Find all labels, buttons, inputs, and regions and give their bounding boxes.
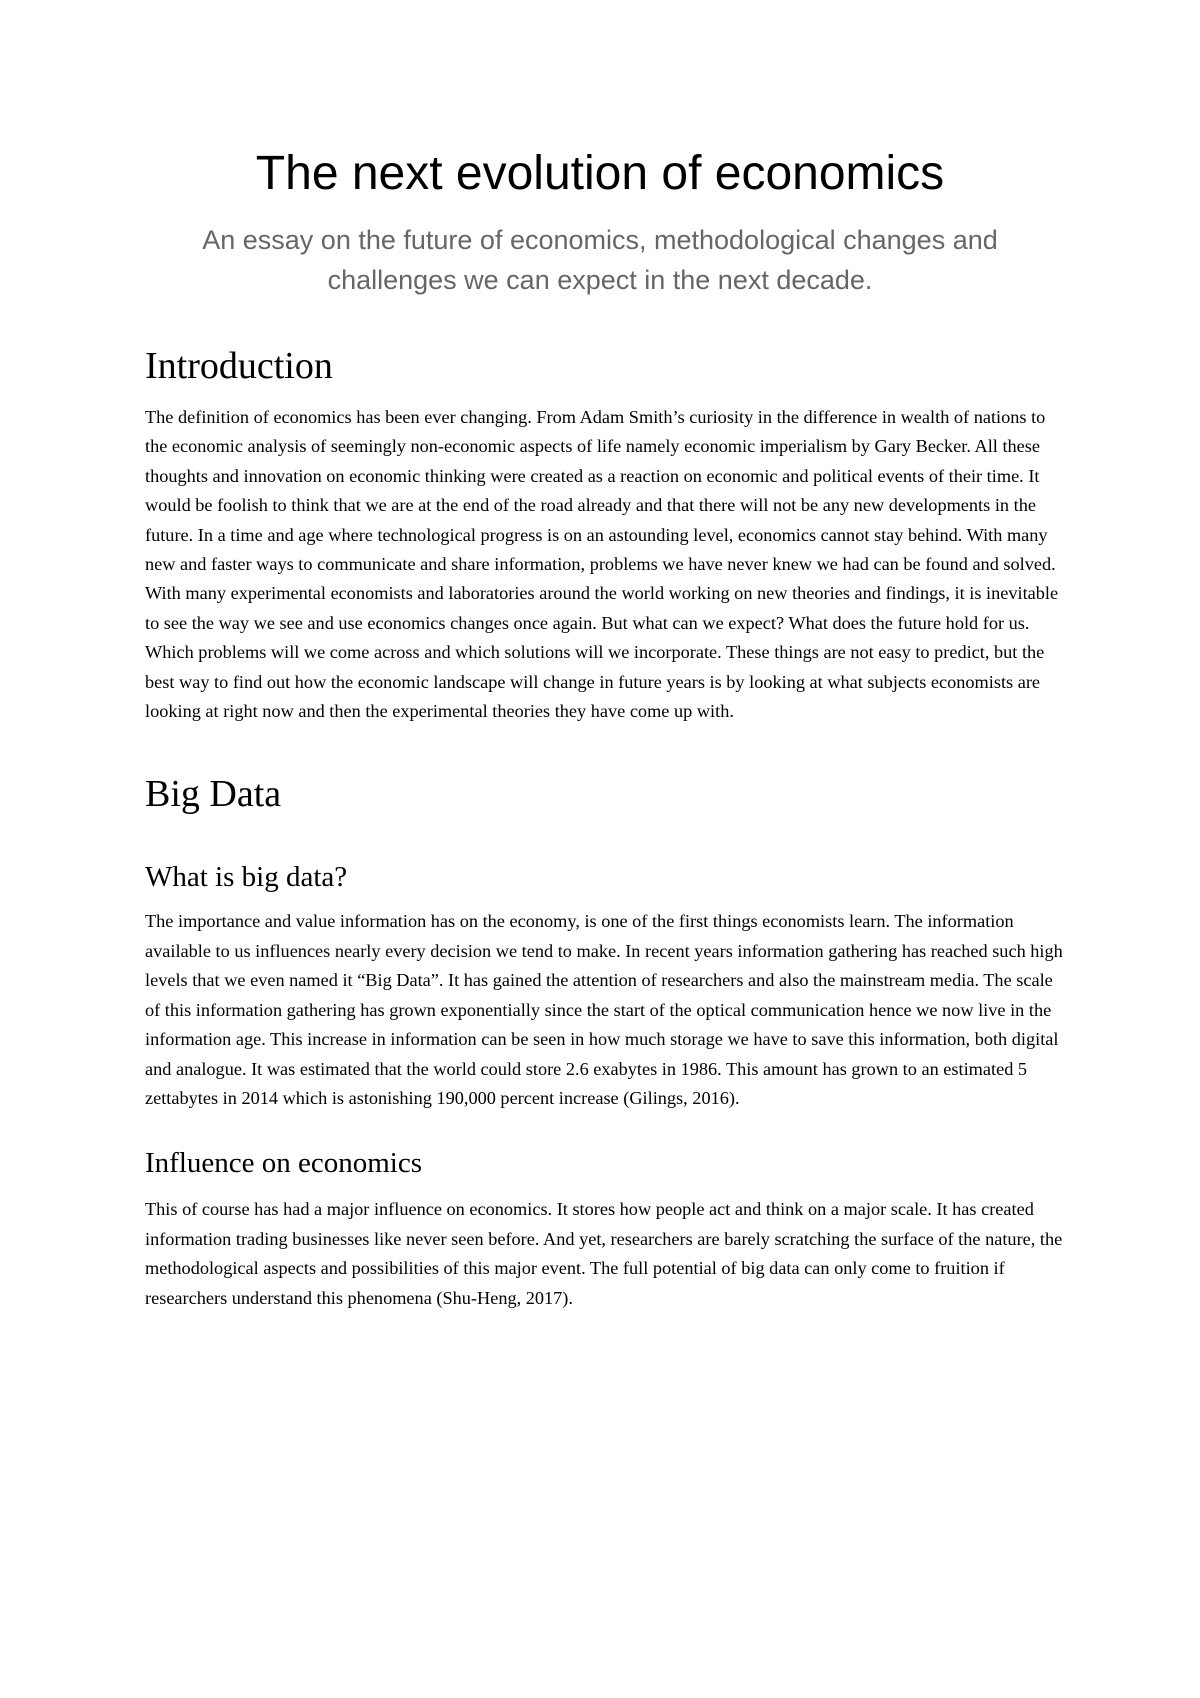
document-title: The next evolution of economics — [255, 147, 945, 200]
paragraph-introduction: The definition of economics has been ever changing. From Adam Smith’s curiosity in the difference in wealth of nations to the economic analysis of seemingly non-economic aspects of life namely economic imperialism by Gary Becker. All these thoughts and innovation on economic thinking were created as a reaction on economic and political events of their time. It would be foolish to think that we are at the end of the road already and that there will not be any new developments in the future. In a time and age where technological progress is on an astounding level, economics cannot stay behind. With many new and faster ways to communicate and share information, problems we have never knew we had can be found and solved. With many experimental economists and laboratories around the world working on new theories and findings, it is inevitable to see the way we see and use economics changes once again. But what can we expect? What does the future hold for us. Which problems will we come across and which solutions will we incorporate. These things are not easy to predict, but the best way to find out how the economic landscape will change in future years is by looking at what subjects economists are looking at right now and then the experimental theories they have come up with. — [145, 407, 1059, 722]
document-subtitle: An essay on the future of economics, methodological changes and challenges we can expect in the next decade. — [202, 225, 998, 295]
heading-big-data: Big Data — [145, 773, 282, 816]
document-body — [145, 340, 1065, 1313]
paragraph-what-is-big-data: The importance and value information has on the economy, is one of the first things economists learn. The information available to us influences nearly every decision we tend to make. In recent years information gathering has reached such high levels that we even named it “Big Data”. It has gained the attention of researchers and also the mainstream media. The scale of this information gathering has grown exponentially since the start of the optical communication hence we now live in the information age. This increase in information can be seen in how much storage we have to save this information, both digital and analogue. It was estimated that the world could store 2.6 exabytes in 1986. This amount has grown to an estimated 5 zettabytes in 2014 which is astonishing 190,000 percent increase (Gilings, 2016). — [145, 911, 1063, 1108]
heading-influence-on-economics: Influence on economics — [145, 1147, 423, 1180]
heading-what-is-big-data: What is big data? — [145, 861, 348, 894]
heading-introduction: Introduction — [145, 345, 333, 387]
paragraph-influence-on-economics: This of course has had a major influence on economics. It stores how people act and think on a major scale. It has created information trading businesses like never seen before. And yet, researchers are barely scratching the surface of the nature, the methodological aspects and possibilities of this major event. The full potential of big data can only come to fruition if researchers understand this phenomena (Shu-Heng, 2017). — [145, 1199, 1063, 1308]
